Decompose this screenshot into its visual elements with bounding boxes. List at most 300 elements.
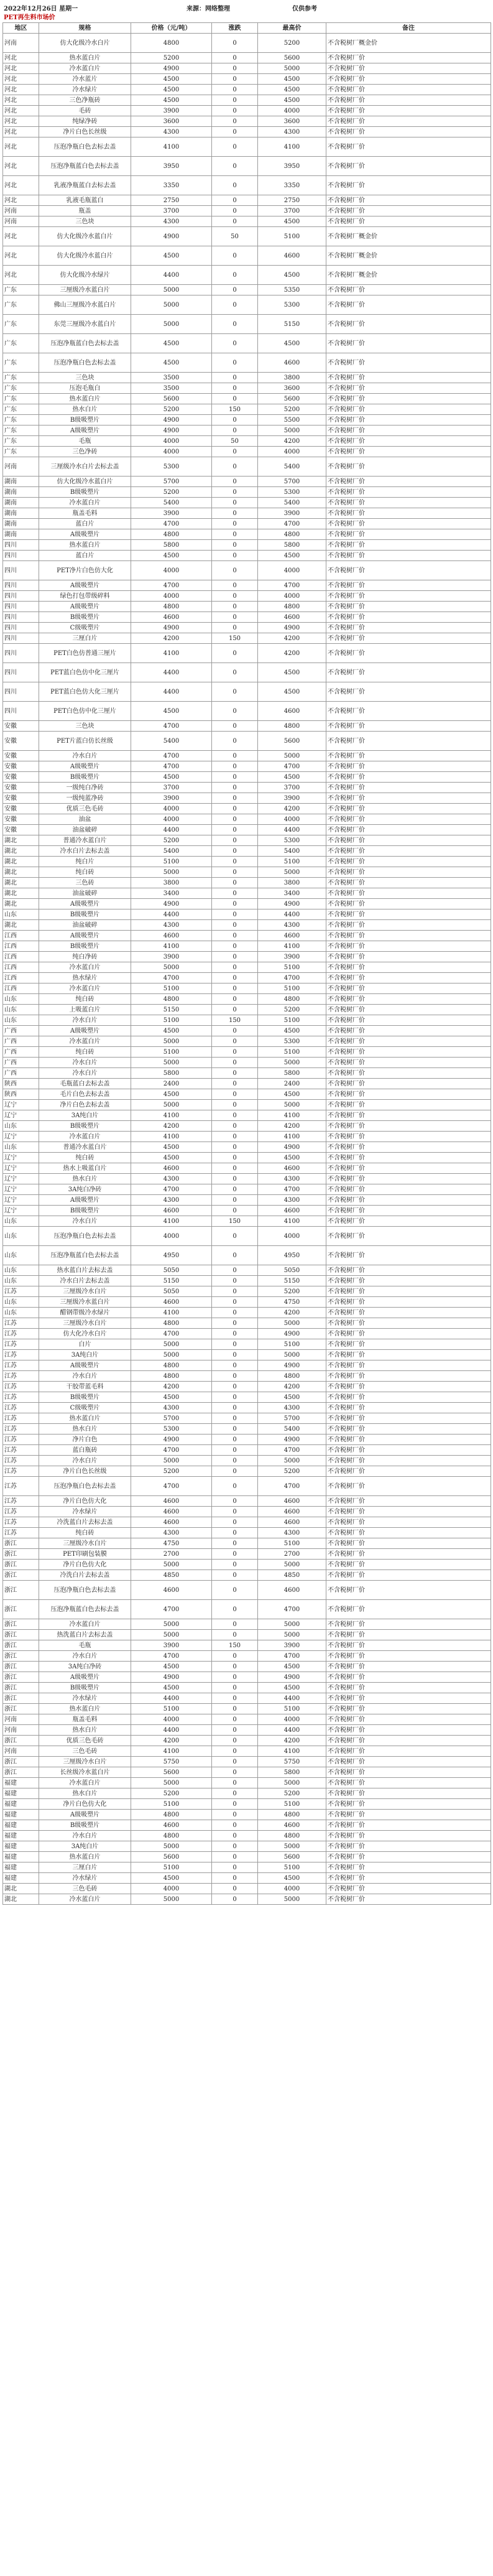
cell-spec: B级吸塑片 xyxy=(39,415,131,425)
cell-spec: 冷水蓝白片 xyxy=(39,983,131,994)
cell-note: 不含税树厂价 xyxy=(326,1581,491,1600)
cell-change: 0 xyxy=(212,1153,258,1163)
cell-max: 5400 xyxy=(258,498,326,508)
cell-spec: 普通冷水蓝白片 xyxy=(39,835,131,846)
cell-region: 江苏 xyxy=(3,1507,39,1517)
cell-price: 3900 xyxy=(131,793,212,804)
cell-change: 0 xyxy=(212,1884,258,1894)
cell-change: 0 xyxy=(212,1456,258,1466)
cell-max: 3800 xyxy=(258,878,326,888)
cell-price: 4900 xyxy=(131,425,212,436)
cell-change: 0 xyxy=(212,176,258,195)
table-row xyxy=(3,551,491,561)
cell-price: 4700 xyxy=(131,761,212,772)
cell-price: 5700 xyxy=(131,477,212,487)
table-header-row xyxy=(3,23,491,34)
cell-region: 江苏 xyxy=(3,1445,39,1456)
cell-price: 4000 xyxy=(131,447,212,457)
cell-region: 山东 xyxy=(3,1308,39,1318)
cell-price: 5600 xyxy=(131,1767,212,1778)
cell-spec: A级吸塑片 xyxy=(39,1026,131,1036)
cell-change: 0 xyxy=(212,1799,258,1810)
table-row xyxy=(3,1434,491,1445)
cell-spec: 三色毛砖 xyxy=(39,1746,131,1757)
cell-price: 4600 xyxy=(131,1517,212,1528)
cell-change: 0 xyxy=(212,793,258,804)
cell-region: 湖南 xyxy=(3,519,39,529)
cell-change: 0 xyxy=(212,1477,258,1496)
cell-max: 4100 xyxy=(258,941,326,952)
cell-price: 4100 xyxy=(131,1308,212,1318)
cell-price: 4500 xyxy=(131,1142,212,1153)
table-row xyxy=(3,1662,491,1672)
cell-spec: 纯白砖 xyxy=(39,994,131,1005)
cell-max: 4900 xyxy=(258,623,326,633)
cell-region: 福建 xyxy=(3,1778,39,1788)
cell-max: 5100 xyxy=(258,1047,326,1058)
cell-spec: B级吸塑片 xyxy=(39,1206,131,1216)
cell-spec: 热水白片 xyxy=(39,1788,131,1799)
table-row xyxy=(3,1360,491,1371)
cell-region: 四川 xyxy=(3,633,39,644)
table-row xyxy=(3,1683,491,1693)
cell-region: 广东 xyxy=(3,425,39,436)
cell-max: 4600 xyxy=(258,1496,326,1507)
cell-change: 0 xyxy=(212,920,258,931)
cell-spec: 蓝白片 xyxy=(39,519,131,529)
cell-region: 江苏 xyxy=(3,1477,39,1496)
cell-region: 湖北 xyxy=(3,846,39,857)
cell-max: 5000 xyxy=(258,1058,326,1068)
table-row xyxy=(3,447,491,457)
cell-note: 不含税树厂价 xyxy=(326,53,491,63)
cell-change: 0 xyxy=(212,1121,258,1132)
cell-price: 3400 xyxy=(131,888,212,899)
cell-note: 不含税树厂价 xyxy=(326,633,491,644)
cell-note: 不含税树厂价 xyxy=(326,1392,491,1403)
cell-price: 5750 xyxy=(131,1757,212,1767)
cell-region: 江苏 xyxy=(3,1456,39,1466)
cell-region: 广东 xyxy=(3,415,39,425)
cell-region: 湖北 xyxy=(3,920,39,931)
cell-change: 0 xyxy=(212,909,258,920)
cell-max: 5300 xyxy=(258,487,326,498)
cell-max: 4200 xyxy=(258,644,326,663)
table-row xyxy=(3,529,491,540)
table-row xyxy=(3,1184,491,1195)
cell-change: 0 xyxy=(212,1308,258,1318)
cell-region: 江苏 xyxy=(3,1382,39,1392)
cell-region: 山东 xyxy=(3,1121,39,1132)
cell-price: 5000 xyxy=(131,1778,212,1788)
cell-change: 0 xyxy=(212,1350,258,1360)
cell-change: 0 xyxy=(212,1297,258,1308)
cell-max: 4000 xyxy=(258,447,326,457)
cell-spec: 3A纯白净砖 xyxy=(39,1184,131,1195)
cell-region: 广东 xyxy=(3,447,39,457)
cell-region: 安徽 xyxy=(3,814,39,825)
cell-price: 4600 xyxy=(131,1581,212,1600)
cell-price: 4800 xyxy=(131,34,212,53)
cell-spec: PET蓝白色仿中化三厘片 xyxy=(39,663,131,682)
cell-max: 4300 xyxy=(258,1195,326,1206)
col-header-spec: 规格 xyxy=(39,23,131,34)
cell-note: 不含税树厂价 xyxy=(326,1413,491,1424)
cell-max: 5000 xyxy=(258,867,326,878)
cell-note: 不含税树厂价 xyxy=(326,195,491,206)
cell-change: 0 xyxy=(212,1725,258,1736)
cell-max: 4500 xyxy=(258,95,326,106)
cell-price: 5150 xyxy=(131,1276,212,1286)
cell-spec: PET净片白色仿大化 xyxy=(39,561,131,580)
cell-note: 不含税树厂价 xyxy=(326,498,491,508)
cell-note: 不含税树厂价 xyxy=(326,1047,491,1058)
cell-max: 4500 xyxy=(258,266,326,285)
cell-spec: 冷水白片去标去盖 xyxy=(39,1276,131,1286)
table-row xyxy=(3,1286,491,1297)
cell-price: 5000 xyxy=(131,1339,212,1350)
cell-change: 150 xyxy=(212,404,258,415)
cell-change: 0 xyxy=(212,1693,258,1704)
cell-max: 4500 xyxy=(258,663,326,682)
cell-note: 不含税树厂价 xyxy=(326,1276,491,1286)
table-row xyxy=(3,1841,491,1852)
cell-change: 0 xyxy=(212,721,258,732)
cell-change: 0 xyxy=(212,1757,258,1767)
cell-max: 4300 xyxy=(258,1403,326,1413)
cell-price: 4500 xyxy=(131,551,212,561)
cell-region: 广东 xyxy=(3,353,39,373)
cell-price: 4300 xyxy=(131,920,212,931)
cell-change: 0 xyxy=(212,1142,258,1153)
cell-note: 不含税树厂价 xyxy=(326,295,491,315)
cell-change: 0 xyxy=(212,663,258,682)
cell-spec: 3A纯白净砖 xyxy=(39,1662,131,1672)
table-row xyxy=(3,1873,491,1884)
cell-spec: 冷水白片 xyxy=(39,1015,131,1026)
cell-note: 不含税树厂价 xyxy=(326,1153,491,1163)
cell-note: 不含税树厂价 xyxy=(326,899,491,909)
cell-spec: 纯白净砖 xyxy=(39,952,131,962)
cell-region: 河南 xyxy=(3,206,39,216)
cell-max: 4700 xyxy=(258,1445,326,1456)
cell-spec: 乳液净瓶蓝白去标去盖 xyxy=(39,176,131,195)
table-row xyxy=(3,34,491,53)
cell-note: 不含税树厂价 xyxy=(326,1058,491,1068)
cell-note: 不含税树厂概金价 xyxy=(326,246,491,266)
cell-region: 山东 xyxy=(3,909,39,920)
table-row xyxy=(3,1630,491,1640)
cell-note: 不含税树厂价 xyxy=(326,1714,491,1725)
table-row xyxy=(3,1477,491,1496)
cell-change: 0 xyxy=(212,899,258,909)
cell-change: 0 xyxy=(212,835,258,846)
cell-spec: 乳液毛瓶蓝白 xyxy=(39,195,131,206)
cell-note: 不含税树厂概金价 xyxy=(326,34,491,53)
cell-region: 浙江 xyxy=(3,1662,39,1672)
cell-change: 0 xyxy=(212,1227,258,1246)
table-row xyxy=(3,814,491,825)
report-note: 仅供参考 xyxy=(292,6,317,12)
table-row xyxy=(3,1206,491,1216)
cell-spec: 油盆破碎 xyxy=(39,888,131,899)
table-row xyxy=(3,1736,491,1746)
cell-change: 0 xyxy=(212,1047,258,1058)
cell-price: 4400 xyxy=(131,825,212,835)
cell-price: 3900 xyxy=(131,106,212,116)
cell-note: 不含税树厂价 xyxy=(326,962,491,973)
cell-price: 4500 xyxy=(131,1662,212,1672)
cell-max: 4500 xyxy=(258,551,326,561)
cell-note: 不含税树厂价 xyxy=(326,1424,491,1434)
cell-region: 江苏 xyxy=(3,1339,39,1350)
cell-region: 湖北 xyxy=(3,878,39,888)
cell-change: 0 xyxy=(212,1466,258,1477)
table-row xyxy=(3,1714,491,1725)
table-row xyxy=(3,1276,491,1286)
cell-note: 不含税树厂价 xyxy=(326,732,491,751)
cell-price: 4500 xyxy=(131,772,212,783)
cell-price: 4300 xyxy=(131,127,212,137)
table-row xyxy=(3,1413,491,1424)
cell-change: 0 xyxy=(212,867,258,878)
cell-note: 不含税树厂价 xyxy=(326,415,491,425)
cell-note: 不含税树厂价 xyxy=(326,783,491,793)
cell-price: 4700 xyxy=(131,1329,212,1339)
cell-note: 不含税树厂价 xyxy=(326,909,491,920)
cell-spec: A级吸塑片 xyxy=(39,602,131,612)
cell-change: 0 xyxy=(212,74,258,85)
cell-note: 不含税树厂价 xyxy=(326,1005,491,1015)
cell-price: 4300 xyxy=(131,1174,212,1184)
cell-note: 不含税树厂价 xyxy=(326,1841,491,1852)
table-row xyxy=(3,1174,491,1184)
cell-change: 0 xyxy=(212,1852,258,1862)
cell-max: 2750 xyxy=(258,195,326,206)
table-row xyxy=(3,702,491,721)
cell-spec: 纯白片 xyxy=(39,857,131,867)
cell-region: 广东 xyxy=(3,315,39,334)
table-row xyxy=(3,931,491,941)
cell-max: 4600 xyxy=(258,1163,326,1174)
cell-region: 浙江 xyxy=(3,1693,39,1704)
cell-price: 4500 xyxy=(131,95,212,106)
cell-spec: 压泡净瓶蓝白色去标去盖 xyxy=(39,1246,131,1265)
cell-note: 不含税树厂价 xyxy=(326,1810,491,1820)
cell-region: 江苏 xyxy=(3,1496,39,1507)
cell-note: 不含税树厂价 xyxy=(326,425,491,436)
cell-region: 山东 xyxy=(3,1276,39,1286)
cell-region: 湖南 xyxy=(3,477,39,487)
cell-max: 4600 xyxy=(258,246,326,266)
cell-max: 4500 xyxy=(258,1089,326,1100)
cell-spec: 纯白砖 xyxy=(39,867,131,878)
cell-region: 辽宁 xyxy=(3,1110,39,1121)
cell-price: 4300 xyxy=(131,1528,212,1538)
cell-spec: A级吸塑片 xyxy=(39,899,131,909)
cell-note: 不含税树厂价 xyxy=(326,612,491,623)
cell-change: 0 xyxy=(212,1382,258,1392)
cell-change: 0 xyxy=(212,1683,258,1693)
cell-change: 0 xyxy=(212,487,258,498)
cell-region: 四川 xyxy=(3,663,39,682)
cell-spec: B级吸塑片 xyxy=(39,772,131,783)
cell-price: 5100 xyxy=(131,1047,212,1058)
cell-spec: 净片白色去标去盖 xyxy=(39,1100,131,1110)
cell-spec: 油盆破碎 xyxy=(39,825,131,835)
cell-max: 4900 xyxy=(258,1142,326,1153)
cell-change: 0 xyxy=(212,1434,258,1445)
cell-region: 河北 xyxy=(3,227,39,246)
cell-note: 不含税树厂价 xyxy=(326,383,491,394)
cell-max: 4200 xyxy=(258,804,326,814)
cell-change: 0 xyxy=(212,415,258,425)
cell-region: 广西 xyxy=(3,1047,39,1058)
cell-note: 不含税树厂价 xyxy=(326,1068,491,1079)
cell-price: 4600 xyxy=(131,1496,212,1507)
cell-max: 5000 xyxy=(258,1560,326,1570)
cell-region: 四川 xyxy=(3,602,39,612)
cell-region: 江苏 xyxy=(3,1466,39,1477)
cell-spec: 净片白色长丝级 xyxy=(39,127,131,137)
table-row xyxy=(3,334,491,353)
cell-price: 3800 xyxy=(131,878,212,888)
cell-max: 4200 xyxy=(258,1121,326,1132)
cell-spec: B级吸塑片 xyxy=(39,487,131,498)
cell-change: 0 xyxy=(212,373,258,383)
cell-max: 5750 xyxy=(258,1757,326,1767)
cell-note: 不含税树厂价 xyxy=(326,157,491,176)
cell-max: 5000 xyxy=(258,1630,326,1640)
cell-note: 不含税树厂价 xyxy=(326,846,491,857)
cell-region: 浙江 xyxy=(3,1581,39,1600)
cell-note: 不含税树厂价 xyxy=(326,487,491,498)
table-row xyxy=(3,1308,491,1318)
cell-spec: 热水蓝白片 xyxy=(39,1413,131,1424)
cell-spec: 冷水蓝白片 xyxy=(39,962,131,973)
table-row xyxy=(3,1227,491,1246)
cell-note: 不含税树厂价 xyxy=(326,1110,491,1121)
cell-change: 0 xyxy=(212,878,258,888)
cell-region: 广西 xyxy=(3,1068,39,1079)
cell-max: 5100 xyxy=(258,857,326,867)
cell-change: 0 xyxy=(212,1265,258,1276)
cell-spec: 三厘级冷水白片去标去盖 xyxy=(39,457,131,477)
table-row xyxy=(3,285,491,295)
cell-price: 4400 xyxy=(131,682,212,702)
cell-note: 不含税树厂概金价 xyxy=(326,266,491,285)
cell-price: 4700 xyxy=(131,580,212,591)
cell-change: 0 xyxy=(212,1068,258,1079)
cell-note: 不含税树厂价 xyxy=(326,1767,491,1778)
cell-spec: 优质三色毛砖 xyxy=(39,1736,131,1746)
cell-spec: 优质三色毛砖 xyxy=(39,804,131,814)
cell-spec: 冷水蓝白片 xyxy=(39,498,131,508)
cell-change: 150 xyxy=(212,633,258,644)
cell-note: 不含税树厂价 xyxy=(326,1265,491,1276)
cell-spec: PET蓝白色仿大化三厘片 xyxy=(39,682,131,702)
cell-price: 3600 xyxy=(131,116,212,127)
cell-price: 5100 xyxy=(131,983,212,994)
cell-region: 河北 xyxy=(3,63,39,74)
cell-spec: 纯白砖 xyxy=(39,1153,131,1163)
cell-max: 4200 xyxy=(258,1308,326,1318)
cell-spec: 冷水白片去标去盖 xyxy=(39,846,131,857)
cell-max: 4000 xyxy=(258,814,326,825)
cell-change: 0 xyxy=(212,761,258,772)
cell-change: 0 xyxy=(212,1714,258,1725)
cell-note: 不含税树厂价 xyxy=(326,1862,491,1873)
cell-max: 4700 xyxy=(258,1477,326,1496)
cell-spec: 三色块 xyxy=(39,721,131,732)
cell-note: 不含税树厂价 xyxy=(326,1371,491,1382)
table-row xyxy=(3,436,491,447)
cell-price: 4900 xyxy=(131,1434,212,1445)
table-row xyxy=(3,721,491,732)
col-header-change: 涨跌 xyxy=(212,23,258,34)
cell-max: 5100 xyxy=(258,983,326,994)
cell-region: 河北 xyxy=(3,157,39,176)
cell-region: 江苏 xyxy=(3,1424,39,1434)
cell-price: 4900 xyxy=(131,63,212,74)
cell-spec: 冷水白片 xyxy=(39,1216,131,1227)
table-row xyxy=(3,793,491,804)
cell-note: 不含税树厂价 xyxy=(326,878,491,888)
cell-max: 3950 xyxy=(258,157,326,176)
cell-change: 0 xyxy=(212,1371,258,1382)
cell-max: 4500 xyxy=(258,216,326,227)
cell-max: 2400 xyxy=(258,1079,326,1089)
table-row xyxy=(3,920,491,931)
cell-note: 不含税树厂价 xyxy=(326,644,491,663)
cell-price: 3900 xyxy=(131,508,212,519)
table-row xyxy=(3,1318,491,1329)
cell-price: 4700 xyxy=(131,1184,212,1195)
cell-spec: 压泡净瓶白色去标去盖 xyxy=(39,137,131,157)
cell-price: 4500 xyxy=(131,702,212,721)
cell-spec: C级吸塑片 xyxy=(39,1403,131,1413)
cell-max: 5300 xyxy=(258,295,326,315)
cell-region: 江西 xyxy=(3,983,39,994)
table-row xyxy=(3,1403,491,1413)
table-row xyxy=(3,540,491,551)
cell-price: 5000 xyxy=(131,1841,212,1852)
cell-change: 0 xyxy=(212,246,258,266)
cell-spec: 蓝白片 xyxy=(39,551,131,561)
cell-region: 辽宁 xyxy=(3,1100,39,1110)
cell-price: 5000 xyxy=(131,1894,212,1905)
cell-change: 0 xyxy=(212,1788,258,1799)
cell-max: 5800 xyxy=(258,540,326,551)
cell-price: 4900 xyxy=(131,1672,212,1683)
cell-price: 5400 xyxy=(131,732,212,751)
cell-max: 3900 xyxy=(258,952,326,962)
cell-region: 广东 xyxy=(3,285,39,295)
cell-change: 0 xyxy=(212,1549,258,1560)
cell-change: 150 xyxy=(212,1640,258,1651)
cell-note: 不含税树厂价 xyxy=(326,580,491,591)
cell-spec: 热水白片 xyxy=(39,1174,131,1184)
table-row xyxy=(3,846,491,857)
cell-price: 4300 xyxy=(131,1403,212,1413)
cell-change: 0 xyxy=(212,315,258,334)
cell-price: 4700 xyxy=(131,721,212,732)
cell-note: 不含税树厂价 xyxy=(326,1382,491,1392)
cell-price: 4900 xyxy=(131,899,212,909)
table-row xyxy=(3,266,491,285)
cell-price: 5200 xyxy=(131,1466,212,1477)
table-row xyxy=(3,1036,491,1047)
